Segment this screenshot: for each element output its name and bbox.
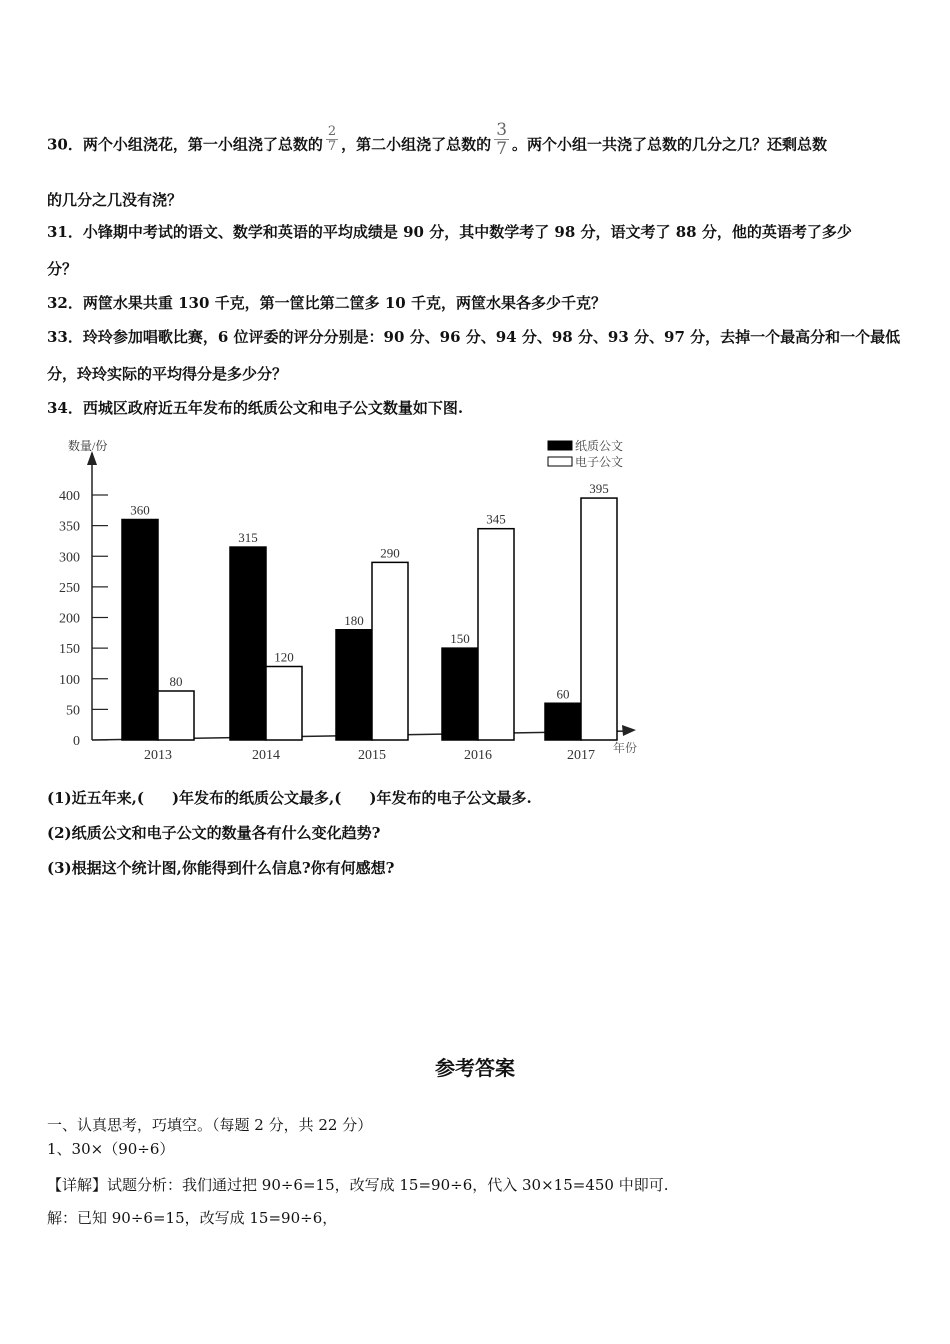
bar-chart <box>40 425 660 770</box>
x-tick-label: 2017 <box>567 748 595 763</box>
q34-sub2: (2)纸质公文和电子公文的数量各有什么变化趋势? <box>47 824 381 842</box>
q30-text-a: 30．两个小组浇花，第一小组浇了总数的 <box>47 135 323 154</box>
q33-line2: 分，玲玲实际的平均得分是多少分？ <box>47 365 288 383</box>
y-axis-arrow <box>87 451 97 465</box>
answer-1-solution: 解：已知 90÷6=15，改写成 15=90÷6， <box>47 1209 338 1227</box>
fraction-numerator: 3 <box>496 120 508 140</box>
x-tick-label: 2015 <box>358 748 386 763</box>
q31-line2: 分？ <box>47 260 78 278</box>
answer-1: 1、30×（90÷6） <box>47 1140 175 1158</box>
q33-line1: 33．玲玲参加唱歌比赛，6 位评委的评分分别是：90 分、96 分、94 分、98 分、93 分、97 分，去掉一个最高分和一个最低 <box>47 328 901 346</box>
bar-paper <box>230 547 266 740</box>
x-axis-arrow <box>622 725 636 736</box>
y-tick-label: 350 <box>59 519 80 535</box>
legend-label: 电子公文 <box>575 455 624 469</box>
answers-section-1: 一、认真思考，巧填空。（每题 2 分，共 22 分） <box>47 1116 373 1134</box>
fraction-denominator: 7 <box>327 139 337 154</box>
legend-swatch <box>548 441 572 450</box>
x-tick-label: 2016 <box>464 748 492 763</box>
y-tick-label: 300 <box>59 550 80 566</box>
data-label: 395 <box>589 481 609 497</box>
bar-paper <box>545 703 581 740</box>
fraction-2-7 <box>326 125 338 154</box>
bar-paper <box>442 648 478 740</box>
q32-line1: 32．两筐水果共重 130 千克，第一筐比第二筐多 10 千克，两筐水果各多少千克？ <box>47 294 606 312</box>
q34-sub1-a: (1)近五年来,( <box>47 789 144 807</box>
data-label: 180 <box>344 612 364 628</box>
q30-text-c: 。两个小组一共浇了总数的几分之几？还剩总数 <box>512 135 828 154</box>
x-axis-label: 年份 <box>613 741 638 755</box>
q30-line1 <box>47 120 828 164</box>
bar-electronic <box>478 529 514 740</box>
bar-electronic <box>158 691 194 740</box>
y-tick-label: 200 <box>59 611 80 627</box>
legend-label: 纸质公文 <box>575 439 624 453</box>
q30-text-b: ，第二小组浇了总数的 <box>341 135 492 154</box>
fraction-3-7 <box>494 121 509 158</box>
y-axis-label: 数量/份 <box>68 439 108 453</box>
q30-line2: 的几分之几没有浇？ <box>47 191 183 209</box>
y-tick-label: 150 <box>59 642 80 658</box>
q34-sub1 <box>47 788 532 808</box>
y-tick-label: 50 <box>66 703 80 719</box>
bar-paper <box>336 630 372 740</box>
q34-sub3: (3)根据这个统计图,你能得到什么信息?你有何感想? <box>47 859 395 877</box>
data-label: 345 <box>486 511 506 527</box>
bar-electronic <box>581 498 617 740</box>
y-tick-label: 250 <box>59 580 80 596</box>
bar-electronic <box>372 562 408 740</box>
fraction-numerator: 2 <box>327 124 337 139</box>
data-label: 60 <box>556 686 570 702</box>
q34-sub1-c: )年发布的电子公文最多. <box>369 789 532 807</box>
data-label: 360 <box>130 502 150 518</box>
q34-line1: 34．西城区政府近五年发布的纸质公文和电子公文数量如下图. <box>47 399 464 417</box>
y-tick-label: 100 <box>59 672 80 688</box>
y-tick-label: 0 <box>73 734 80 749</box>
data-label: 290 <box>380 545 400 561</box>
y-tick-label: 400 <box>59 489 80 504</box>
q34-sub1-b: )年发布的纸质公文最多,( <box>171 789 342 807</box>
answer-1-detail: 【详解】试题分析：我们通过把 90÷6=15，改写成 15=90÷6，代入 30×15=450 中即可. <box>47 1176 669 1194</box>
answers-heading: 参考答案 <box>435 1056 515 1080</box>
x-tick-label: 2013 <box>144 748 172 763</box>
bar-paper <box>122 520 158 741</box>
data-label: 150 <box>450 631 470 647</box>
q31-line1: 31．小锋期中考试的语文、数学和英语的平均成绩是 90 分，其中数学考了 98 分，语文考了 88 分，他的英语考了多少 <box>47 223 852 241</box>
legend-swatch <box>548 457 572 466</box>
data-label: 80 <box>169 674 183 689</box>
data-label: 120 <box>274 649 294 665</box>
bar-electronic <box>266 667 302 741</box>
fraction-denominator: 7 <box>496 139 508 159</box>
data-label: 315 <box>238 530 258 546</box>
x-tick-label: 2014 <box>252 748 280 763</box>
